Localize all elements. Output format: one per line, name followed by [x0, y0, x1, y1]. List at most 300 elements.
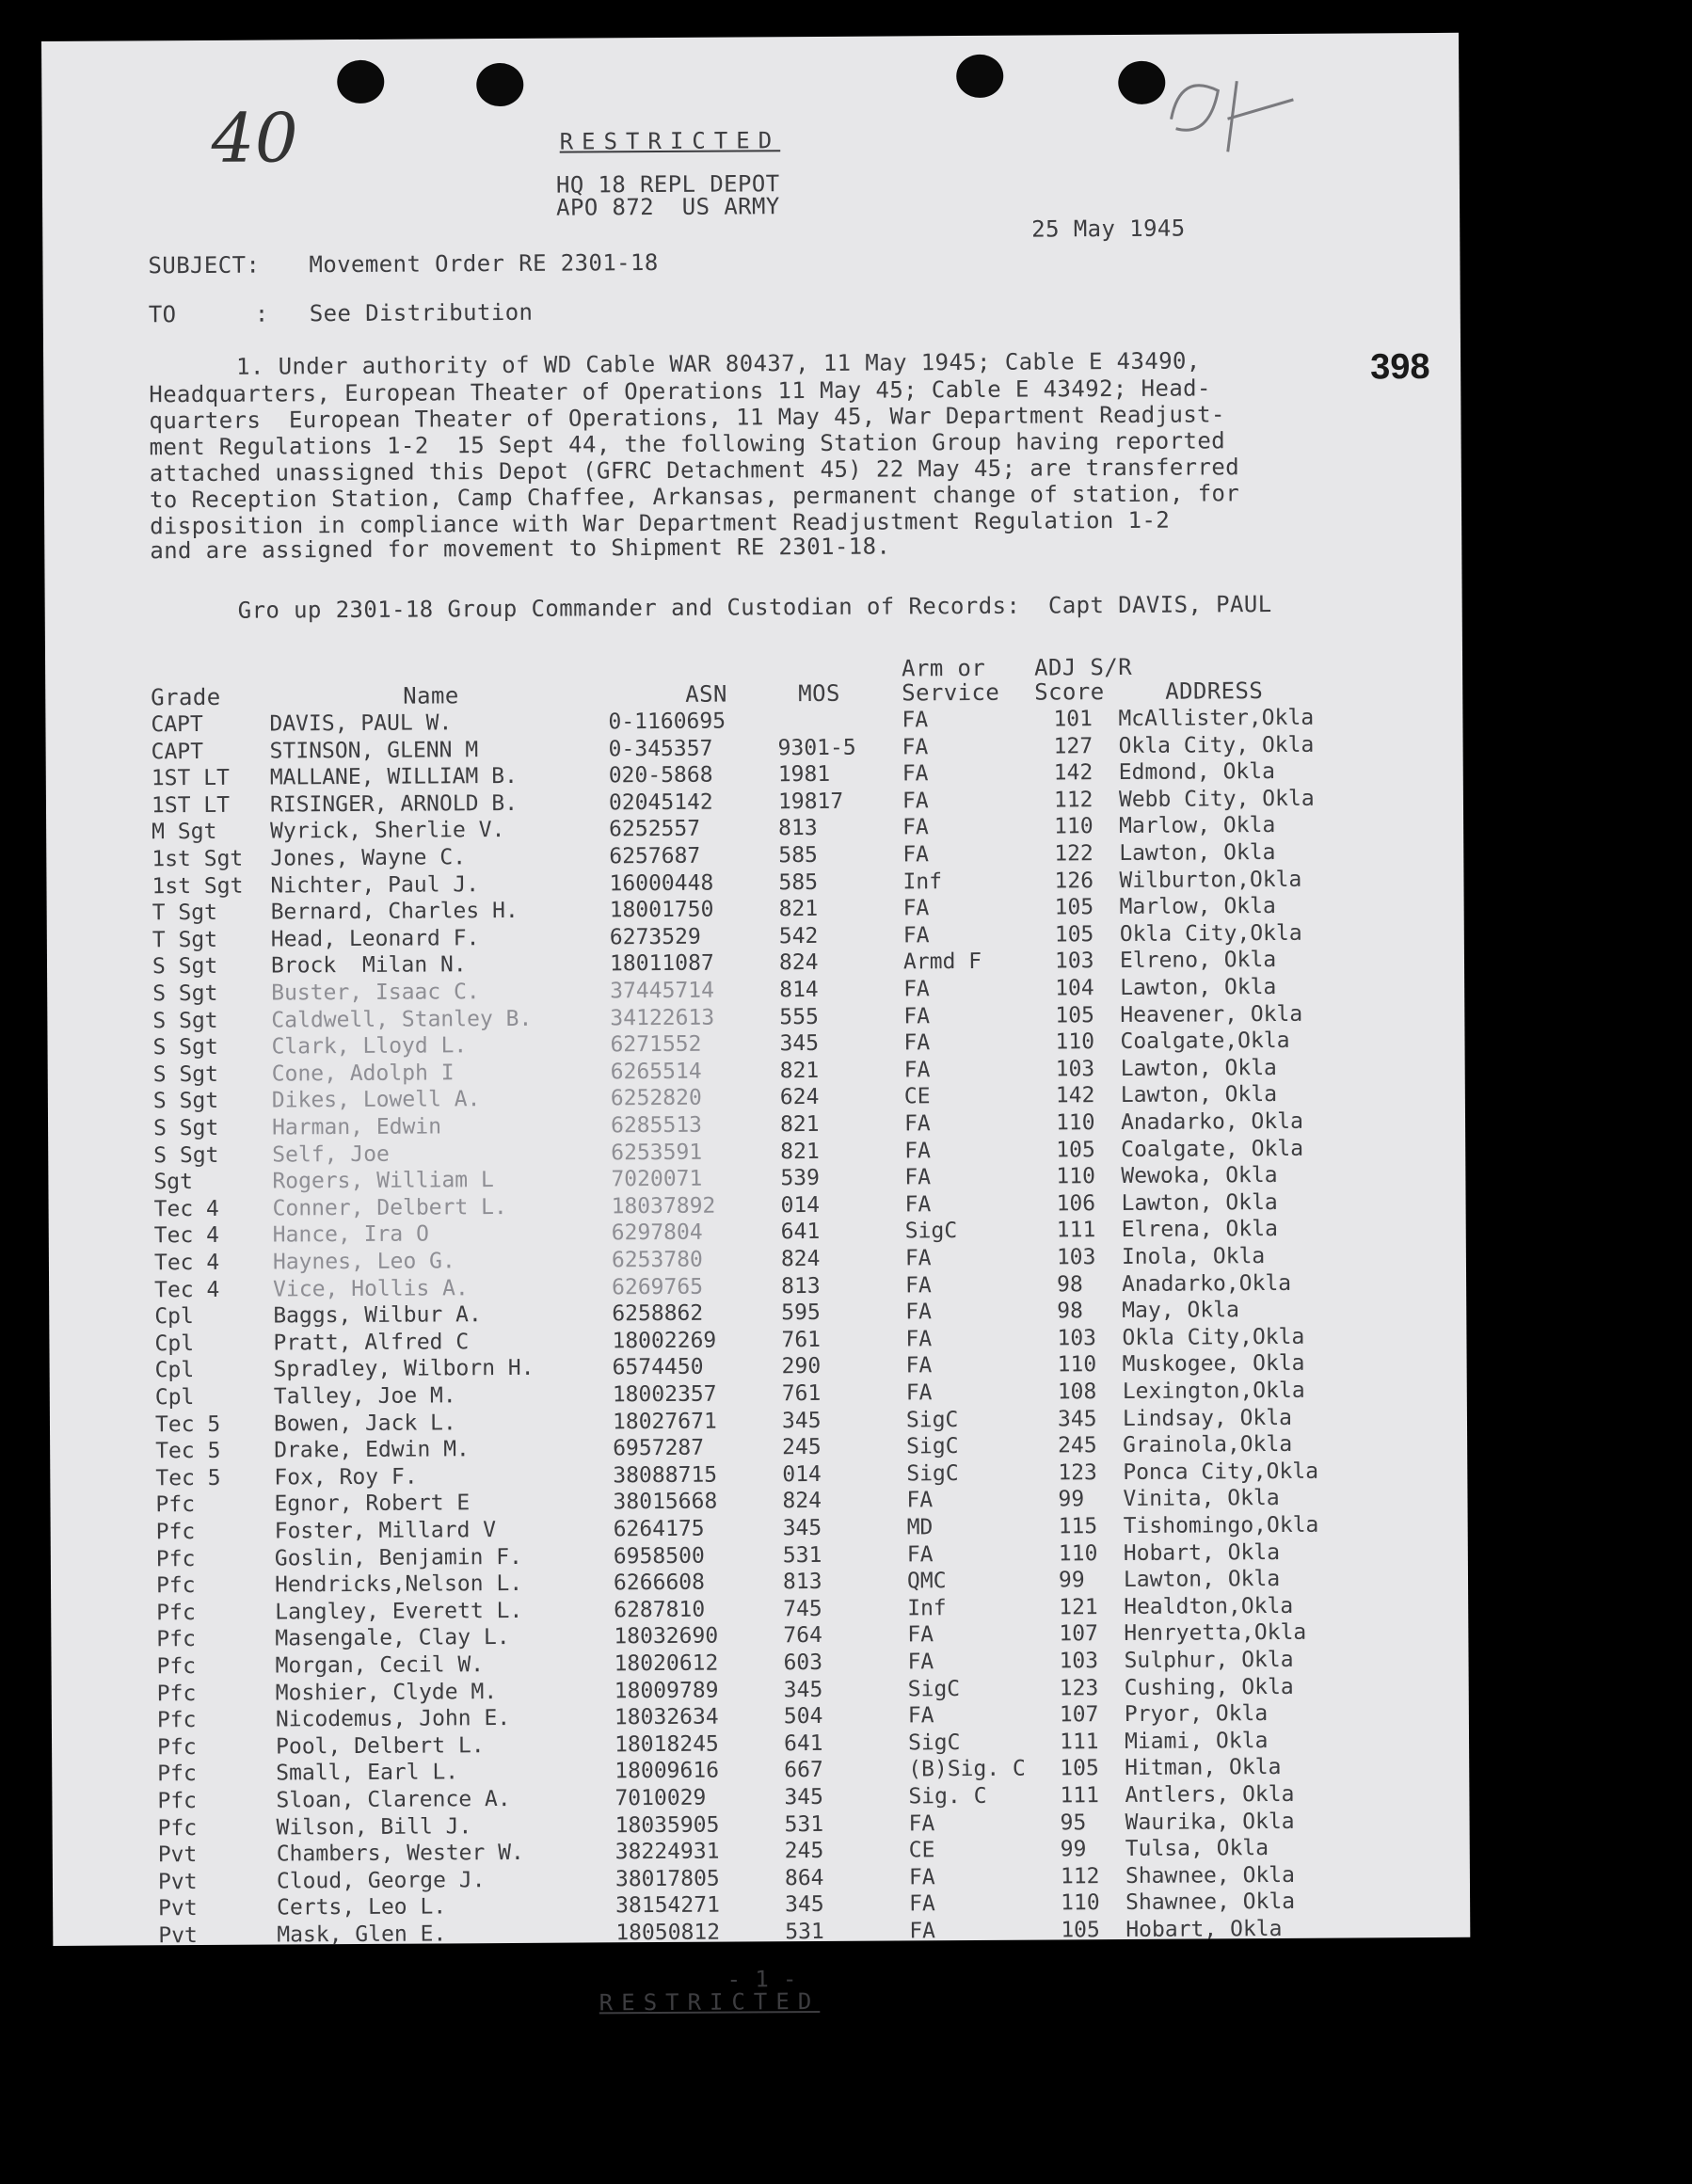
- row-address: Antlers, Okla: [1125, 1781, 1295, 1809]
- row-mos: 595: [781, 1300, 821, 1326]
- row-score: 111: [1056, 1218, 1096, 1243]
- handwritten-scribble: [1152, 62, 1313, 167]
- row-grade: Pfc: [156, 1708, 197, 1733]
- row-asn: 34122613: [610, 1005, 715, 1030]
- row-address: Lawton, Okla: [1123, 1567, 1281, 1593]
- row-mos: 821: [780, 1139, 820, 1164]
- row-arm-service: FA: [903, 1030, 931, 1056]
- paragraph-line: Headquarters, European Theater of Operations 11 May 45; Cable E 43492; Head-: [149, 375, 1211, 408]
- row-score: 103: [1054, 949, 1094, 974]
- row-mos: 813: [778, 816, 818, 841]
- column-arm-top: Arm or: [902, 654, 986, 682]
- row-asn: 6252557: [609, 817, 701, 842]
- row-address: Okla City, Okla: [1118, 732, 1315, 758]
- row-asn: 18001750: [609, 897, 714, 923]
- row-name: Chambers, Wester W.: [276, 1841, 524, 1867]
- row-grade: Tec 5: [155, 1439, 221, 1464]
- row-arm-service: FA: [902, 815, 929, 840]
- row-name: MALLANE, WILLIAM B.: [269, 764, 518, 790]
- row-mos: 585: [778, 869, 819, 895]
- row-arm-service: SigC: [905, 1407, 959, 1433]
- row-grade: Tec 4: [153, 1223, 220, 1249]
- row-name: Hendricks,Nelson L.: [274, 1571, 523, 1598]
- row-name: Caldwell, Stanley B.: [271, 1006, 533, 1033]
- row-name: Brock Milan N.: [270, 952, 467, 979]
- row-address: Miami, Okla: [1124, 1728, 1269, 1754]
- row-arm-service: FA: [904, 1165, 932, 1190]
- row-address: Henryetta,Okla: [1124, 1620, 1307, 1647]
- row-mos: 531: [785, 1919, 824, 1945]
- row-mos: 345: [785, 1892, 824, 1918]
- row-score: 122: [1054, 841, 1093, 867]
- row-asn: 6297804: [611, 1220, 703, 1246]
- row-grade: S Sgt: [153, 1142, 219, 1168]
- row-score: 103: [1056, 1245, 1096, 1270]
- row-mos: 824: [780, 1246, 821, 1272]
- row-name: Jones, Wayne C.: [270, 845, 467, 871]
- row-address: Lawton, Okla: [1120, 1055, 1277, 1081]
- row-mos: 19817: [777, 789, 844, 815]
- row-score: 107: [1059, 1702, 1099, 1728]
- row-asn: 16000448: [609, 870, 714, 896]
- column-mos: MOS: [798, 679, 840, 708]
- row-name: Sloan, Clarence A.: [276, 1786, 511, 1813]
- row-asn: 7020071: [611, 1166, 703, 1192]
- row-address: Muskogee, Okla: [1122, 1351, 1305, 1378]
- row-grade: Pfc: [155, 1546, 196, 1571]
- row-mos: 9301-5: [777, 735, 856, 760]
- row-asn: 7010029: [615, 1785, 707, 1811]
- row-score: 104: [1055, 976, 1094, 1001]
- row-grade: Pfc: [155, 1492, 196, 1518]
- row-mos: 821: [778, 897, 819, 922]
- stamp-number: 398: [1370, 346, 1430, 388]
- row-grade: S Sgt: [152, 980, 218, 1007]
- row-score: 105: [1061, 1918, 1100, 1943]
- row-arm-service: FA: [902, 708, 929, 733]
- row-name: Talley, Joe M.: [273, 1383, 456, 1410]
- row-score: 108: [1057, 1379, 1097, 1405]
- row-grade: Pfc: [156, 1654, 197, 1680]
- row-asn: 6269765: [612, 1274, 704, 1299]
- row-mos: 821: [779, 1058, 820, 1084]
- row-address: Grainola,Okla: [1123, 1432, 1293, 1459]
- row-score: 112: [1060, 1863, 1100, 1889]
- row-arm-service: SigC: [906, 1434, 959, 1459]
- row-grade: Sgt: [153, 1170, 194, 1195]
- row-asn: 6265514: [610, 1059, 702, 1085]
- row-grade: S Sgt: [152, 1089, 219, 1114]
- row-score: 111: [1059, 1729, 1099, 1755]
- row-address: Heavener, Okla: [1120, 1001, 1303, 1028]
- row-grade: Cpl: [154, 1358, 195, 1383]
- row-address: Webb City, Okla: [1118, 786, 1315, 812]
- row-mos: 761: [781, 1380, 822, 1407]
- row-mos: 821: [779, 1111, 820, 1138]
- roster-table: [45, 705, 1471, 2049]
- row-score: 98: [1057, 1271, 1083, 1298]
- row-asn: 18011087: [609, 951, 714, 977]
- row-address: Ponca City,Okla: [1123, 1459, 1319, 1485]
- to-separator: :: [254, 300, 269, 327]
- row-asn: 38088715: [613, 1462, 718, 1489]
- row-score: 98: [1057, 1299, 1084, 1324]
- row-address: Pryor, Okla: [1124, 1701, 1269, 1728]
- row-score: 110: [1057, 1352, 1097, 1378]
- group-commander-line: Gro up 2301-18 Group Commander and Custodian of Records: Capt DAVIS, PAUL: [237, 591, 1272, 624]
- row-name: Small, Earl L.: [276, 1760, 459, 1786]
- row-asn: 6252820: [610, 1086, 702, 1111]
- row-mos: 345: [783, 1677, 823, 1702]
- row-score: 245: [1058, 1433, 1097, 1459]
- row-score: 121: [1059, 1594, 1098, 1620]
- row-address: Wilburton,Okla: [1119, 867, 1302, 893]
- row-address: Lindsay, Okla: [1122, 1405, 1293, 1431]
- row-name: Wilson, Bill J.: [276, 1813, 472, 1841]
- row-score: 142: [1055, 1083, 1095, 1108]
- row-asn: 6257687: [609, 843, 701, 869]
- classification-footer: RESTRICTED: [599, 1987, 821, 2017]
- paragraph-line: ment Regulations 1-2 15 Sept 44, the following Station Group having reported: [149, 427, 1226, 461]
- row-asn: 18018245: [614, 1731, 719, 1758]
- row-address: Lawton, Okla: [1120, 1082, 1278, 1108]
- row-arm-service: (B)Sig. C: [908, 1757, 1026, 1782]
- punch-hole: [956, 55, 1003, 98]
- row-arm-service: FA: [908, 1865, 935, 1890]
- row-score: 112: [1053, 787, 1093, 813]
- row-arm-service: QMC: [906, 1569, 947, 1594]
- row-asn: 18050812: [615, 1920, 721, 1946]
- row-score: 111: [1060, 1783, 1100, 1809]
- row-grade: Pfc: [156, 1681, 197, 1706]
- row-mos: 1981: [777, 762, 831, 788]
- row-name: Fox, Roy F.: [274, 1464, 418, 1491]
- row-arm-service: FA: [905, 1380, 933, 1406]
- row-name: Drake, Edwin M.: [274, 1437, 470, 1463]
- row-mos: 555: [779, 1004, 819, 1029]
- row-address: Marlow, Okla: [1119, 894, 1276, 920]
- row-arm-service: FA: [909, 1891, 935, 1917]
- row-grade: Pfc: [157, 1815, 198, 1841]
- row-score: 99: [1058, 1568, 1085, 1593]
- row-grade: S Sgt: [152, 1115, 219, 1141]
- row-address: Edmond, Okla: [1118, 759, 1276, 786]
- row-address: Inola, Okla: [1121, 1244, 1266, 1270]
- row-name: Bowen, Jack L.: [273, 1410, 456, 1437]
- column-grade: Grade: [151, 683, 221, 711]
- row-mos: 345: [781, 1408, 822, 1433]
- paragraph-line: to Reception Station, Camp Chaffee, Arkansas, permanent change of station, for: [149, 480, 1240, 514]
- column-adj-bottom: Score: [1034, 678, 1105, 706]
- document-date: 25 May 1945: [1031, 215, 1186, 243]
- row-name: Cone, Adolph I: [271, 1060, 455, 1087]
- row-name: Pool, Delbert L.: [275, 1732, 485, 1760]
- row-arm-service: FA: [905, 1299, 933, 1325]
- row-asn: 18009616: [615, 1759, 720, 1784]
- row-name: Baggs, Wilbur A.: [273, 1302, 482, 1329]
- row-address: Lawton, Okla: [1119, 840, 1276, 867]
- row-mos: 824: [778, 950, 819, 976]
- row-mos: 585: [778, 842, 818, 869]
- row-arm-service: FA: [907, 1650, 934, 1675]
- row-mos: 245: [784, 1839, 824, 1864]
- row-asn: 6574450: [612, 1355, 704, 1380]
- row-name: Bernard, Charles H.: [270, 899, 519, 925]
- row-arm-service: FA: [902, 789, 929, 814]
- row-mos: 813: [782, 1570, 822, 1595]
- row-name: Clark, Lloyd L.: [271, 1033, 468, 1060]
- row-score: 110: [1058, 1540, 1098, 1567]
- row-grade: Tec 4: [154, 1277, 220, 1302]
- row-asn: 18009789: [614, 1678, 719, 1703]
- row-arm-service: FA: [904, 1246, 932, 1271]
- row-address: May, Okla: [1122, 1298, 1239, 1324]
- row-grade: M Sgt: [152, 820, 217, 845]
- row-arm-service: FA: [907, 1703, 934, 1729]
- row-mos: 542: [778, 923, 819, 949]
- row-name: Masengale, Clay L.: [275, 1625, 510, 1651]
- row-asn: 38017805: [615, 1866, 720, 1892]
- row-name: Head, Leonard F.: [270, 925, 480, 952]
- row-grade: S Sgt: [152, 954, 218, 980]
- row-address: Okla City,Okla: [1119, 920, 1302, 947]
- row-arm-service: FA: [904, 1138, 932, 1164]
- row-grade: Pvt: [158, 1923, 198, 1949]
- row-address: Elreno, Okla: [1119, 948, 1277, 974]
- row-grade: Pfc: [155, 1573, 196, 1599]
- row-address: Sulphur, Okla: [1124, 1647, 1294, 1674]
- row-arm-service: FA: [906, 1488, 934, 1513]
- row-score: 101: [1053, 707, 1093, 732]
- row-score: 110: [1056, 1164, 1096, 1189]
- row-arm-service: CE: [908, 1838, 935, 1863]
- row-arm-service: FA: [904, 1192, 932, 1218]
- row-mos: 345: [784, 1784, 824, 1810]
- row-name: Wyrick, Sherlie V.: [270, 818, 505, 844]
- column-asn: ASN: [685, 680, 727, 708]
- row-mos: 504: [783, 1704, 823, 1730]
- row-mos: 764: [783, 1623, 822, 1649]
- row-score: 110: [1055, 1110, 1095, 1136]
- row-asn: 6266608: [613, 1570, 706, 1596]
- row-address: Lawton, Okla: [1121, 1189, 1278, 1216]
- row-score: 110: [1054, 814, 1093, 839]
- handwritten-number: 40: [211, 98, 299, 178]
- row-grade: Pfc: [157, 1762, 197, 1787]
- row-grade: Pvt: [157, 1869, 198, 1895]
- row-grade: Pfc: [155, 1520, 196, 1545]
- row-arm-service: FA: [905, 1353, 933, 1379]
- row-mos: 641: [783, 1730, 823, 1757]
- row-arm-service: Armd F: [902, 949, 982, 975]
- paragraph-line: disposition in compliance with War Department Readjustment Regulation 1-2: [150, 506, 1171, 540]
- row-arm-service: CE: [903, 1084, 931, 1109]
- column-address: ADDRESS: [1165, 678, 1264, 705]
- row-name: Nicodemus, John E.: [275, 1706, 511, 1732]
- row-name: Nichter, Paul J.: [270, 871, 480, 899]
- row-grade: Tec 4: [153, 1250, 220, 1276]
- row-name: Spradley, Wilborn H.: [273, 1356, 535, 1382]
- row-score: 110: [1061, 1890, 1100, 1916]
- row-mos: 603: [783, 1650, 823, 1676]
- row-score: 127: [1053, 733, 1093, 759]
- paragraph-line: 1. Under authority of WD Cable WAR 80437, 11 May 1945; Cable E 43490,: [236, 347, 1201, 380]
- row-score: 99: [1060, 1837, 1087, 1862]
- row-grade: CAPT: [151, 711, 203, 738]
- row-asn: 6957287: [613, 1435, 705, 1461]
- row-address: Anadarko, Okla: [1120, 1108, 1303, 1136]
- row-grade: 1st Sgt: [152, 846, 244, 872]
- row-asn: 18032634: [614, 1704, 719, 1730]
- row-arm-service: FA: [902, 842, 930, 868]
- row-grade: S Sgt: [152, 1061, 219, 1088]
- row-mos: 641: [780, 1220, 821, 1245]
- row-mos: 539: [780, 1166, 821, 1191]
- row-address: Shawnee, Okla: [1125, 1862, 1296, 1889]
- row-asn: 6258862: [612, 1300, 704, 1327]
- row-arm-service: SigC: [906, 1460, 959, 1487]
- row-arm-service: Inf: [902, 869, 943, 895]
- row-asn: 18002269: [612, 1328, 717, 1354]
- row-mos: 014: [780, 1192, 821, 1219]
- row-address: Hobart, Okla: [1125, 1916, 1283, 1942]
- row-asn: 18032690: [614, 1624, 719, 1650]
- subject-value: Movement Order RE 2301-18: [309, 248, 659, 279]
- paragraph-line: attached unassigned this Depot (GFRC Detachment 45) 22 May 45; are transferred: [149, 454, 1240, 487]
- row-mos: 290: [781, 1354, 822, 1379]
- row-mos: 531: [782, 1542, 822, 1568]
- paragraph-line: quarters European Theater of Operations, 11 May 45, War Department Readjust-: [149, 401, 1225, 435]
- row-asn: 18020612: [614, 1650, 719, 1677]
- row-asn: 0-345357: [608, 736, 713, 761]
- to-value: See Distribution: [309, 298, 534, 327]
- row-arm-service: FA: [902, 896, 930, 921]
- row-asn: 020-5868: [608, 762, 713, 789]
- paragraph-line: and are assigned for movement to Shipment RE 2301-18.: [150, 533, 891, 565]
- row-name: Dikes, Lowell A.: [271, 1087, 481, 1113]
- row-asn: 38224931: [615, 1839, 720, 1865]
- row-address: Shawnee, Okla: [1125, 1889, 1296, 1916]
- row-score: 103: [1055, 1056, 1095, 1082]
- row-arm-service: FA: [909, 1919, 936, 1944]
- row-grade: Pfc: [157, 1789, 198, 1814]
- row-name: Moshier, Clyde M.: [275, 1679, 498, 1706]
- row-arm-service: FA: [905, 1327, 933, 1352]
- row-score: 345: [1057, 1406, 1097, 1432]
- row-mos: 864: [784, 1865, 824, 1891]
- row-arm-service: FA: [902, 734, 929, 760]
- row-score: 115: [1058, 1514, 1098, 1539]
- punch-hole: [337, 60, 384, 104]
- row-grade: Pfc: [156, 1627, 197, 1652]
- row-score: 107: [1059, 1621, 1098, 1647]
- row-score: 105: [1054, 921, 1094, 948]
- row-grade: 1ST LT: [151, 765, 230, 791]
- row-address: Lawton, Okla: [1120, 975, 1277, 1001]
- row-address: McAllister,Okla: [1118, 705, 1315, 732]
- row-address: Anadarko,Okla: [1122, 1270, 1292, 1297]
- row-score: 126: [1054, 868, 1094, 894]
- row-address: Lexington,Okla: [1122, 1378, 1305, 1405]
- row-name: Buster, Isaac C.: [271, 980, 480, 1006]
- row-asn: 6958500: [613, 1543, 705, 1569]
- classification-header: RESTRICTED: [559, 127, 781, 155]
- row-grade: CAPT: [151, 739, 204, 764]
- row-score: 106: [1056, 1190, 1096, 1217]
- row-grade: Pvt: [158, 1896, 198, 1921]
- row-name: Haynes, Leo G.: [272, 1249, 455, 1275]
- row-score: 105: [1054, 895, 1094, 920]
- row-grade: Pvt: [157, 1842, 198, 1868]
- row-arm-service: FA: [902, 923, 930, 949]
- row-asn: 6264175: [613, 1516, 705, 1542]
- column-name: Name: [403, 682, 459, 709]
- row-name: Langley, Everett L.: [275, 1598, 523, 1625]
- row-name: Cloud, George J.: [276, 1867, 486, 1894]
- row-arm-service: FA: [906, 1541, 934, 1568]
- row-grade: Cpl: [154, 1304, 194, 1330]
- row-score: 99: [1058, 1487, 1085, 1512]
- row-arm-service: SigC: [907, 1676, 961, 1702]
- row-asn: 6253591: [611, 1140, 703, 1165]
- row-name: Harman, Edwin: [271, 1114, 442, 1140]
- row-name: Morgan, Cecil W.: [275, 1652, 485, 1679]
- row-name: Goslin, Benjamin F.: [274, 1544, 523, 1571]
- column-adj-top: ADJ S/R: [1033, 653, 1133, 681]
- row-name: Foster, Millard V: [274, 1518, 497, 1544]
- row-address: Cushing, Okla: [1124, 1674, 1294, 1700]
- row-name: STINSON, GLENN M: [269, 737, 479, 764]
- row-name: Mask, Glen E.: [277, 1921, 447, 1948]
- row-score: 103: [1057, 1325, 1097, 1351]
- page-number: - 1 -: [726, 1966, 797, 1993]
- row-mos: 745: [783, 1596, 822, 1622]
- subject-label: SUBJECT:: [148, 251, 261, 279]
- row-arm-service: FA: [903, 977, 930, 1002]
- row-grade: Pfc: [156, 1600, 196, 1626]
- row-arm-service: FA: [902, 761, 929, 787]
- row-grade: T Sgt: [152, 901, 217, 926]
- row-grade: T Sgt: [152, 927, 218, 953]
- row-mos: 761: [781, 1327, 822, 1353]
- row-score: 110: [1055, 1029, 1095, 1055]
- row-grade: Tec 4: [153, 1196, 219, 1222]
- row-name: Pratt, Alfred C: [273, 1330, 470, 1356]
- row-address: Coalgate, Okla: [1121, 1136, 1304, 1162]
- row-grade: Cpl: [154, 1331, 195, 1357]
- row-name: Conner, Delbert L.: [272, 1194, 507, 1221]
- row-asn: 6271552: [610, 1031, 702, 1058]
- row-mos: 624: [779, 1085, 820, 1110]
- row-mos: 814: [779, 977, 819, 1003]
- row-address: Tishomingo,Okla: [1123, 1512, 1319, 1539]
- unit-name: HQ 18 REPL DEPOT: [555, 170, 780, 199]
- to-label: TO: [148, 301, 177, 328]
- row-name: Vice, Hollis A.: [273, 1275, 469, 1302]
- row-asn: 38015668: [613, 1490, 718, 1515]
- row-grade: 1ST LT: [151, 792, 231, 819]
- row-mos: 014: [782, 1461, 822, 1488]
- row-address: Wewoka, Okla: [1121, 1163, 1278, 1189]
- punch-hole: [476, 63, 523, 106]
- row-grade: S Sgt: [152, 1035, 218, 1060]
- row-score: 103: [1059, 1649, 1099, 1674]
- row-score: 105: [1056, 1137, 1095, 1163]
- row-asn: 18037892: [611, 1193, 716, 1220]
- row-grade: Pfc: [156, 1734, 197, 1761]
- row-asn: 6253780: [611, 1247, 703, 1273]
- row-address: Vinita, Okla: [1123, 1486, 1280, 1512]
